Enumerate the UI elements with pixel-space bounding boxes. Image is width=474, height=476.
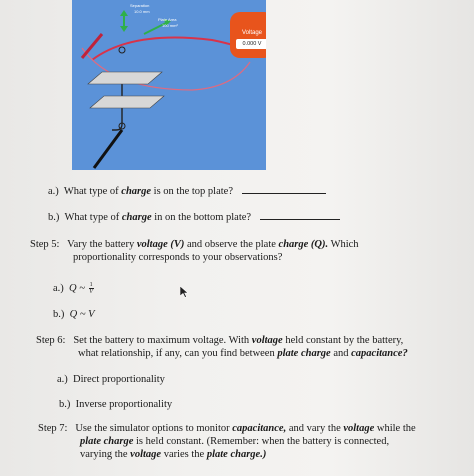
black-probe[interactable] xyxy=(94,130,122,168)
step6-line2-mid: and xyxy=(333,348,349,359)
answer-blank-a[interactable] xyxy=(242,183,326,194)
step6-line2-em2: capacitance? xyxy=(351,348,408,359)
step6-line2-pre: what relationship, if any, can you find between xyxy=(78,348,275,359)
step7-line1-em1: capacitance, xyxy=(232,423,287,434)
question-b-text-post: in on the bottom plate? xyxy=(154,212,252,223)
separation-value: 10.0 mm xyxy=(134,9,150,14)
answer-blank-b[interactable] xyxy=(260,209,340,220)
step5-option-b-marker: b.) xyxy=(53,309,65,320)
bottom-plate[interactable] xyxy=(90,96,164,108)
step6-option-a-marker: a.) xyxy=(57,374,68,385)
step6-option-b[interactable] xyxy=(59,398,172,411)
step7-line2-em: plate charge xyxy=(80,436,134,447)
question-a xyxy=(48,183,326,198)
step6-line1-em: voltage xyxy=(251,335,283,346)
step5-line1-post: Which xyxy=(330,239,359,250)
question-a-text-pre: What type of xyxy=(63,186,119,197)
step5-option-b[interactable] xyxy=(53,308,95,321)
question-a-marker: a.) xyxy=(48,186,59,197)
step5-option-a-marker: a.) xyxy=(53,283,64,294)
step6-option-b-text: Inverse proportionality xyxy=(75,399,173,410)
step7-line1-mid: and vary the xyxy=(288,423,341,434)
step7-line3-pre: varying the xyxy=(80,449,128,460)
step5-option-a-lhs: Q ~ xyxy=(69,283,85,294)
question-a-text-post: is on the top plate? xyxy=(153,186,233,197)
step6-option-a-text: Direct proportionality xyxy=(73,374,165,385)
step7-line1-em2: voltage xyxy=(343,423,375,434)
step6-line1-post: held constant by the battery, xyxy=(285,335,404,346)
top-plate[interactable] xyxy=(88,72,162,84)
red-wire xyxy=(92,38,252,61)
step7-line1-pre: Use the simulator options to monitor xyxy=(75,423,230,434)
step5-option-a[interactable] xyxy=(53,282,94,295)
step7-line2-post: is held constant. (Remember: when the battery is connected, xyxy=(136,436,390,447)
step7-label: Step 7: xyxy=(38,423,68,434)
inverse-fraction xyxy=(89,282,94,295)
question-b-text-pre: What type of xyxy=(64,212,120,223)
step7-line3-em: voltage xyxy=(130,449,162,460)
step5-line2: proportionality corresponds to your observations? xyxy=(73,252,283,263)
capacitor-simulation xyxy=(72,0,266,170)
step7-line2 xyxy=(80,435,389,448)
plate-area-label: Plate Area xyxy=(158,17,177,22)
step6-line1-pre: Set the battery to maximum voltage. With xyxy=(73,335,250,346)
voltmeter-title: Voltage xyxy=(241,30,263,36)
question-b-marker: b.) xyxy=(48,212,60,223)
step7-line3-em2: plate charge.) xyxy=(206,449,267,460)
step6-line1 xyxy=(36,334,403,347)
step6-line2 xyxy=(78,347,408,360)
voltmeter-readout: 0.000 V xyxy=(236,39,266,49)
step5-line1-mid: and observe the plate xyxy=(187,239,276,250)
step7-line1-post: while the xyxy=(376,423,416,434)
step5-label: Step 5: xyxy=(30,239,60,250)
separation-label: Separation xyxy=(130,3,150,8)
step5-line1-em2: charge (Q). xyxy=(278,239,329,250)
mouse-pointer-icon xyxy=(180,286,189,298)
step6-option-b-marker: b.) xyxy=(59,399,71,410)
step5-option-b-expr: Q ~ V xyxy=(69,309,95,320)
step5-line1-pre: Vary the battery xyxy=(67,239,135,250)
step6-label: Step 6: xyxy=(36,335,66,346)
step5-line1-em1: voltage (V) xyxy=(136,239,185,250)
voltmeter[interactable] xyxy=(230,12,266,58)
question-a-emphasis: charge xyxy=(121,186,152,197)
top-terminal[interactable] xyxy=(119,47,125,53)
question-b-emphasis: charge xyxy=(121,212,152,223)
question-b xyxy=(48,209,340,224)
step6-line2-em1: plate charge xyxy=(277,348,331,359)
plate-area-value: 100 mm² xyxy=(162,23,178,28)
step6-option-a[interactable] xyxy=(57,373,165,386)
step5-line1 xyxy=(30,238,359,251)
fraction-denominator: V xyxy=(89,289,93,296)
step7-line1 xyxy=(38,422,416,435)
step7-line3-post: varies the xyxy=(163,449,205,460)
step7-line3 xyxy=(80,448,266,461)
fraction-numerator: 1 xyxy=(89,282,93,289)
